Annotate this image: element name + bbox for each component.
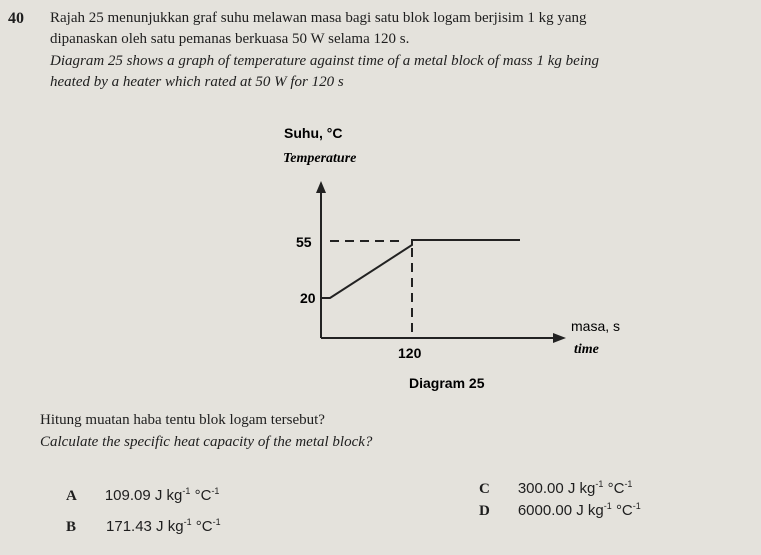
y-axis-arrow-icon [316,181,326,193]
option-value: 300.00 J $kg^{-1}$ $^\circ C^{-1}$ [517,479,633,497]
option-d[interactable] [479,501,641,520]
y-tick-55: 55 [296,234,312,250]
x-axis-label-malay: masa, s [571,318,621,334]
question-text-malay-1: Rajah 25 menunjukkan graf suhu melawan masa bagi satu blok logam berjisim 1 kg yang [50,10,587,26]
x-axis-label-english: time [574,342,599,357]
x-axis-arrow-icon [553,333,566,343]
option-value: 6000.00 J $kg^{-1}$ $^\circ C^{-1}$ [517,501,641,519]
option-letter: B [66,519,77,535]
question-number: 40 [8,10,24,27]
question-text-malay-2: dipanaskan oleh satu pemanas berkuasa 50 W selama 120 s. [50,31,410,47]
y-axis-label-english: Temperature [283,151,357,166]
question-ask-english: Calculate the specific heat capacity of the metal block? [40,434,373,450]
question-ask-malay: Hitung muatan haba tentu blok logam tersebut? [40,412,325,428]
diagram-caption: Diagram 25 [409,375,485,391]
question-text-english-1: Diagram 25 shows a graph of temperature against time of a metal block of mass 1 kg being [50,53,599,69]
option-letter: A [66,488,77,504]
question-text-english-2: heated by a heater which rated at 50 W for 120 s [50,74,344,90]
y-tick-20: 20 [300,290,316,306]
option-c[interactable] [479,479,632,498]
option-letter: C [479,481,490,497]
option-letter: D [479,503,490,519]
option-value: 109.09 J $kg^{-1}$ $^\circ C^{-1}$ [104,486,220,504]
option-value: 171.43 J $kg^{-1}$ $^\circ C^{-1}$ [106,517,221,535]
option-b[interactable] [66,517,221,536]
x-tick-120: 120 [398,345,422,361]
graph-line [321,240,520,298]
option-a[interactable] [66,486,219,505]
y-axis-label-malay: Suhu, °C [284,125,343,141]
